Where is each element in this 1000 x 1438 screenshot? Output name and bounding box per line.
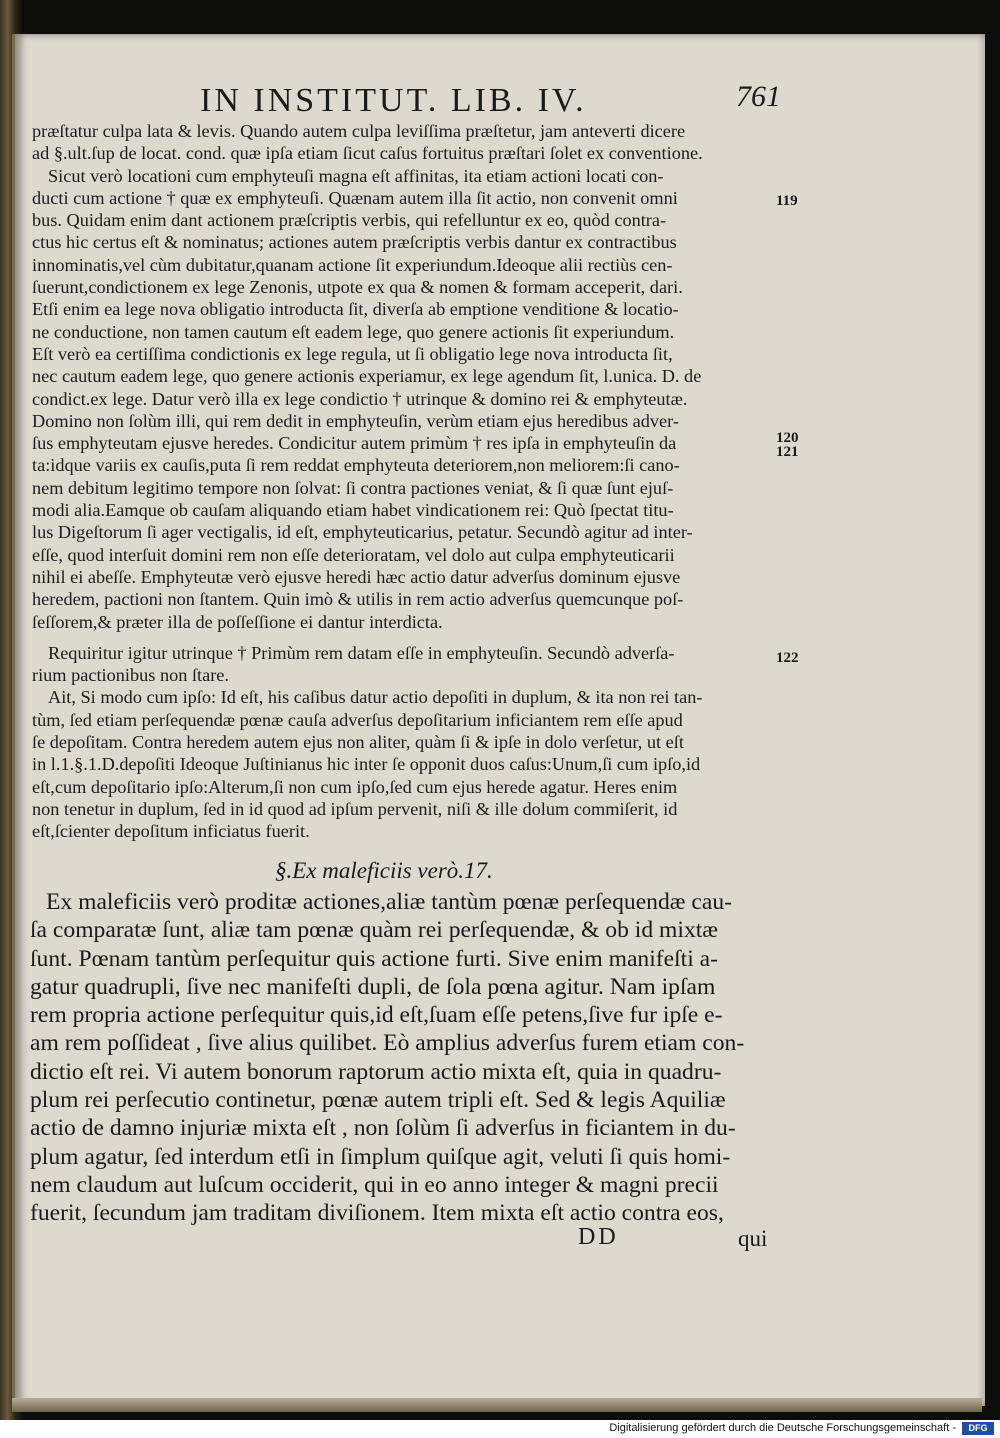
- text-line: nec cautum eadem lege, quo genere actionis experiamur, ex lege agendum ſit, l.unica. D. de: [32, 366, 702, 387]
- margin-note: 121: [776, 444, 799, 460]
- institutes-text: [30, 888, 770, 1228]
- section-heading: §.Ex maleficiis verò.17.: [275, 858, 493, 883]
- margin-note: 119: [776, 193, 798, 209]
- text-line: in l.1.§.1.D.depoſiti Ideoque Juſtinianus hic inter ſe opponit duos caſus:Unum,ſi cum ipſo,id: [32, 754, 701, 775]
- text-line: ta:idque variis ex cauſis,puta ſi rem reddat emphyteuta deteriorem,non meliorem:ſi cano-: [32, 455, 680, 476]
- text-line: ſuerunt,condictionem ex lege Zenonis, utpote ex qua & nomen & formam acceperit, dari.: [32, 277, 683, 298]
- text-line: Domino non ſolùm illi, qui rem dedit in emphyteuſin, verùm etiam ejus heredibus adver-: [32, 410, 679, 431]
- running-title: IN INSTITUT. LIB. IV.: [200, 82, 587, 119]
- text-line: innominatis,vel cùm dubitatur,quanam actione ſit experiundum.Ideoque alii rectiùs cen-: [32, 254, 673, 275]
- text-line: Ait, Si modo cum ipſo: Id eſt, his caſibus datur actio depoſiti in duplum, & ita non rei tan-: [48, 687, 703, 708]
- margin-note: 122: [776, 650, 799, 666]
- dfg-logo-icon: DFG: [962, 1422, 994, 1435]
- text-line: heredem, pactioni non ſtantem. Quin imò & utilis in rem actio adverſus quemcunque poſ-: [32, 589, 684, 610]
- text-line: am rem poſſideat , ſive alius quilibet. Eò amplius adverſus furem etiam con-: [30, 1030, 745, 1057]
- page-number: 761: [736, 80, 781, 113]
- text-line: Etſi enim ea lege nova obligatio introducta ſit, diverſa ab emptione venditione & locatio-: [32, 299, 679, 320]
- text-line: modi alia.Eamque ob cauſam aliquando etiam habet vindicationem rei: Quò ſpectat titu-: [32, 500, 674, 521]
- footer-credit: Digitalisierung gefördert durch die Deutsche Forschungsgemeinschaft -: [609, 1422, 956, 1434]
- text-line: dictio eſt rei. Vi autem bonorum raptorum actio mixta eſt, quia in quadru-: [30, 1058, 722, 1085]
- text-line: ne conductione, non tamen cautum eſt eadem lege, quo genere actionis ſit experiundum.: [32, 321, 675, 342]
- text-line: ctus hic certus eſt & nominatus; actiones autem præſcriptis verbis dantur ex contractibus: [32, 232, 677, 253]
- text-line: fuerit, ſecundum jam traditam diviſionem. Item mixta eſt actio contra eos,: [30, 1200, 724, 1227]
- text-line: Sicut verò locationi cum emphyteuſi magna eſt affinitas, ita etiam actioni locati con-: [48, 165, 664, 186]
- text-line: plum agatur, ſed interdum etſi in ſimplum quiſque agit, veluti ſi quis homi-: [30, 1143, 731, 1170]
- text-line: actio de damno injuriæ mixta eſt , non ſolùm ſi adverſus in ficiantem in du-: [30, 1115, 736, 1142]
- text-line: ad §.ult.ſup de locat. cond. quæ ipſa etiam ſicut caſus fortuitus præſtari ſolet ex conventione.: [32, 143, 703, 164]
- text-line: rem propria actione perſequitur quis,id eſt,ſuam eſſe petens,ſive fur ipſe e-: [30, 1002, 723, 1029]
- text-line: Requiritur igitur utrinque † Primùm rem datam eſſe in emphyteuſin. Secundò adverſa-: [48, 642, 675, 663]
- text-line: Ex maleficiis verò proditæ actiones,aliæ tantùm pœnæ perſequendæ cau-: [46, 889, 733, 915]
- text-line: ſa comparatæ ſunt, aliæ tam pœnæ quàm rei perſequendæ, & ob id mixtæ: [30, 917, 719, 944]
- text-line: rium pactionibus non ſtare.: [32, 665, 229, 686]
- text-line: gatur quadrupli, ſive nec manifeſti dupli, de ſola pœna agitur. Nam ipſam: [30, 973, 716, 1000]
- text-line: præſtatur culpa lata & levis. Quando autem culpa leviſſima præſtetur, jam anteverti dicere: [32, 121, 686, 141]
- text-line: eſt,ſcienter depoſitum inficiatus fuerit.: [32, 821, 310, 842]
- text-line: plum rei perſecutio continetur, pœnæ autem tripli eſt. Sed & legis Aquiliæ: [30, 1087, 726, 1114]
- text-line: nem debitum legitimo tempore non ſolvat: ſi contra pactiones veniat, & ſi quæ ſunt ejuſ-: [32, 477, 674, 498]
- text-line: Eſt verò ea certiſſima condictionis ex lege regula, ut ſi obligatio lege nova introducta ſit,: [32, 343, 673, 364]
- signature-mark: DD: [578, 1224, 619, 1250]
- text-line: condict.ex lege. Datur verò illa ex lege condictio † utrinque & domino rei & emphyteutæ.: [32, 388, 688, 409]
- footer-bar: [0, 1420, 1000, 1438]
- text-line: ſe depoſitam. Contra heredem autem ejus non aliter, quàm ſi & ipſe in dolo verſetur, ut eſt: [32, 732, 684, 753]
- text-line: tùm, ſed etiam perſequendæ pœnæ cauſa adverſus depoſitarium inficiantem rem eſſe apud: [32, 709, 683, 730]
- text-line: nihil ei abeſſe. Emphyteutæ verò ejusve heredi hæc actio datur adverſus dominum ejusve: [32, 566, 681, 587]
- text-line: lus Digeſtorum ſi ager vectigalis, id eſt, emphyteuticarius, petatur. Secundò agitur ad inter-: [32, 522, 693, 543]
- page-stack-edge: [12, 1398, 982, 1412]
- text-line: eſt,cum depoſitario ipſo:Alterum,ſi non cum ipſo,ſed cum ejus herede agatur. Heres enim: [32, 776, 678, 797]
- text-line: ſus emphyteutam ejusve heredes. Condicitur autem primùm † res ipſa in emphyteuſin da: [32, 433, 677, 454]
- commentary-text: [32, 120, 772, 843]
- text-line: nem claudum aut luſcum occiderit, qui in eo anno integer & magni precii: [30, 1171, 719, 1198]
- text-line: bus. Quidam enim dant actionem præſcriptis verbis, qui refelluntur ex eo, quòd contra-: [32, 210, 667, 231]
- catchword: qui: [738, 1226, 768, 1251]
- text-line: ducti cum actione † quæ ex emphyteuſi. Quænam autem illa ſit actio, non convenit omni: [32, 187, 678, 208]
- margin-note: 120: [776, 430, 799, 446]
- text-line: ſunt. Pœnam tantùm perſequitur quis actione furti. Sive enim manifeſti a-: [30, 945, 718, 972]
- text-line: ſeſſorem,& præter illa de poſſeſſione ei dantur interdicta.: [32, 611, 443, 632]
- text-line: non tenetur in duplum, ſed in id quod ad ipſum pervenit, niſi & ille dolum commiſerit, id: [32, 798, 678, 819]
- text-line: eſſe, quod interſuit domini rem non eſſe deterioratam, vel dolo aut culpa emphyteuticarii: [32, 544, 675, 565]
